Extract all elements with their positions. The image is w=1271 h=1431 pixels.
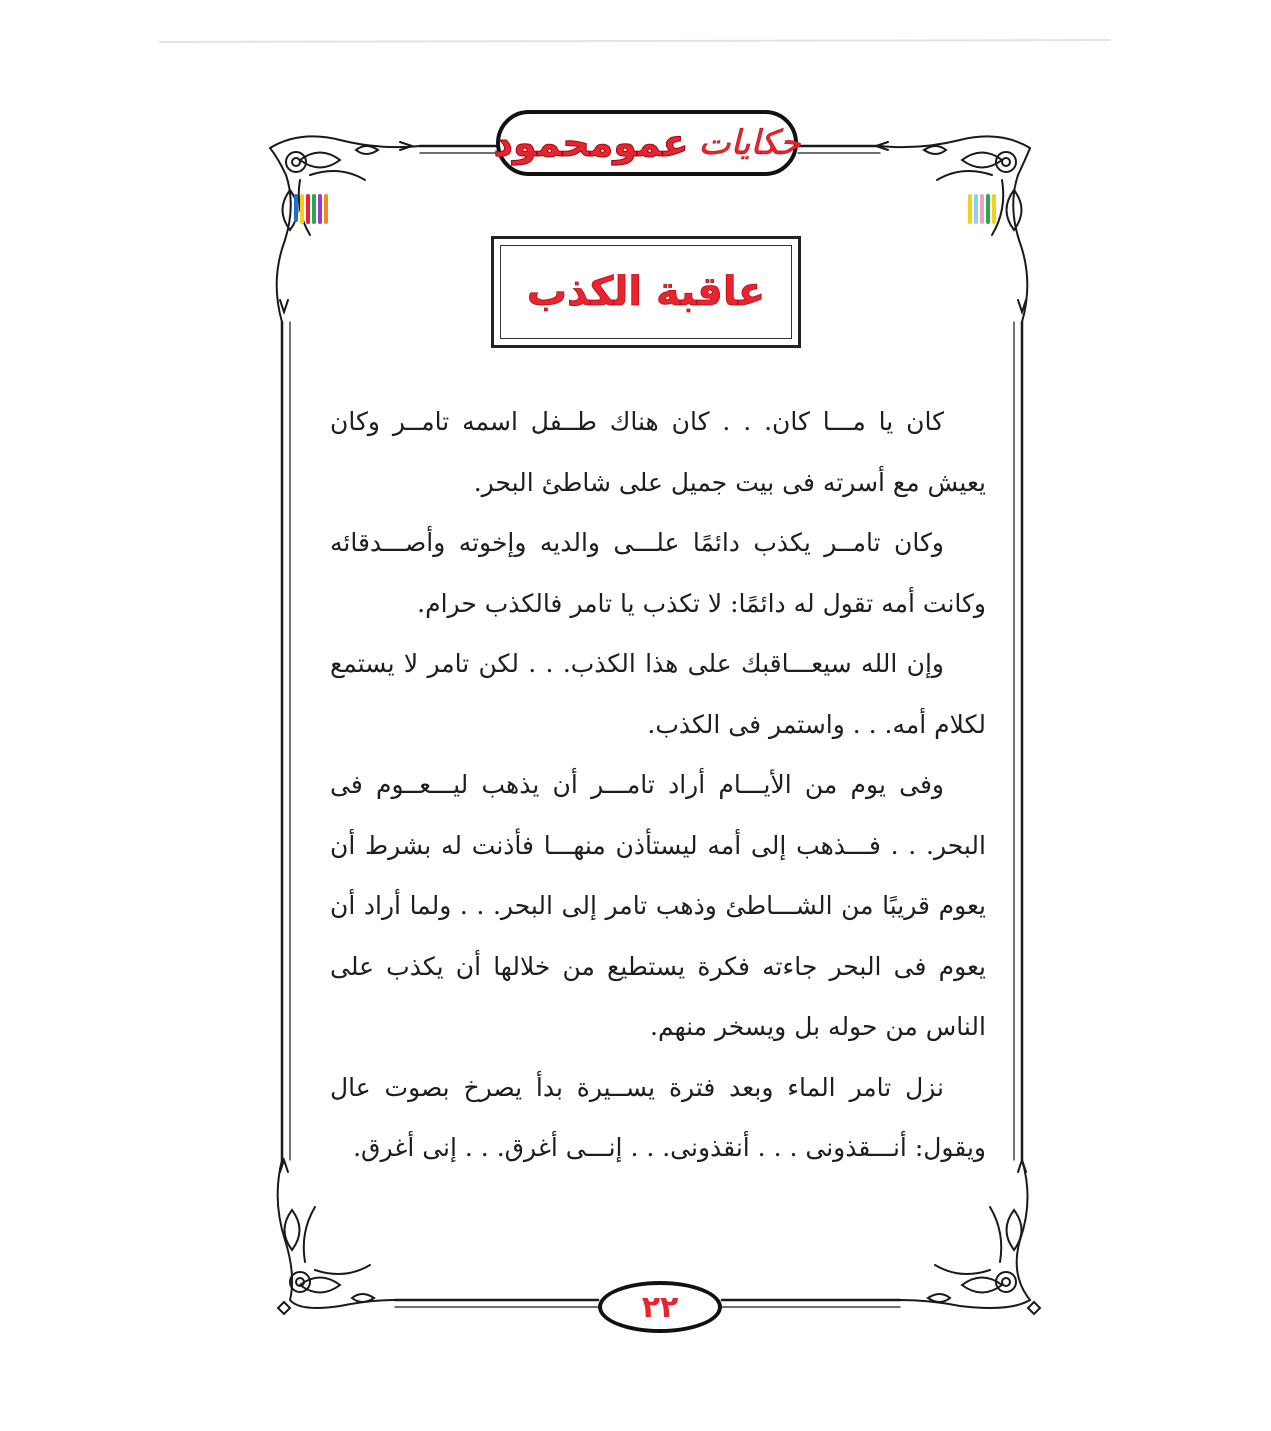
story-paragraph: نزل تامر الماء وبعد فترة يســيرة بدأ يصرخ بصوت عال ويقول: أنـــقذونى . . . أنقذونى. . . إنـــى أغرق. . . إنى أغرق. [330,1072,986,1162]
story-paragraph: كان يا مـــا كان. . . كان هناك طــفل اسمه تامــر وكان يعيش مع أسرته فى بيت جميل على شاطئ البحر. [330,407,986,497]
series-header-badge [493,110,801,176]
story-body [330,392,986,1179]
story-paragraph: وكان تامــر يكذب دائمًا علـــى والديه وإخوته وأصـــدقائه وكانت أمه تقول له دائمًا: لا تكذب يا تامر فالكذب حرام. [330,528,986,618]
story-paragraph: وإن الله سيعـــاقبك على هذا الكذب. . . لكن تامر لا يستمع لكلام أمه. . . واستمر فى الكذب. [330,649,986,739]
page-number: ٢٢ [641,1289,679,1325]
story-title-frame [500,245,792,339]
page-number-badge [598,1281,722,1333]
series-word: حكايات [698,123,801,163]
story-paragraph: وفى يوم من الأيـــام أراد تامـــر أن يذهب ليـــعــوم فى البحر. . . فـــذهب إلى أمه ليستأذن منهـــا فأذنت له بشرط أن يعوم قريبًا من الشـــاطئ وذهب تامر إلى البحر. . . ولما أراد أن يعوم فى البحر جاءته فكرة يستطيع من خلالها أن يكذب على الناس من حوله بل ويسخر منهم. [330,770,986,1041]
story-title: عاقبة الكذب [526,269,766,315]
story-title-box [491,236,801,348]
series-name: عمومحمود [493,121,689,165]
